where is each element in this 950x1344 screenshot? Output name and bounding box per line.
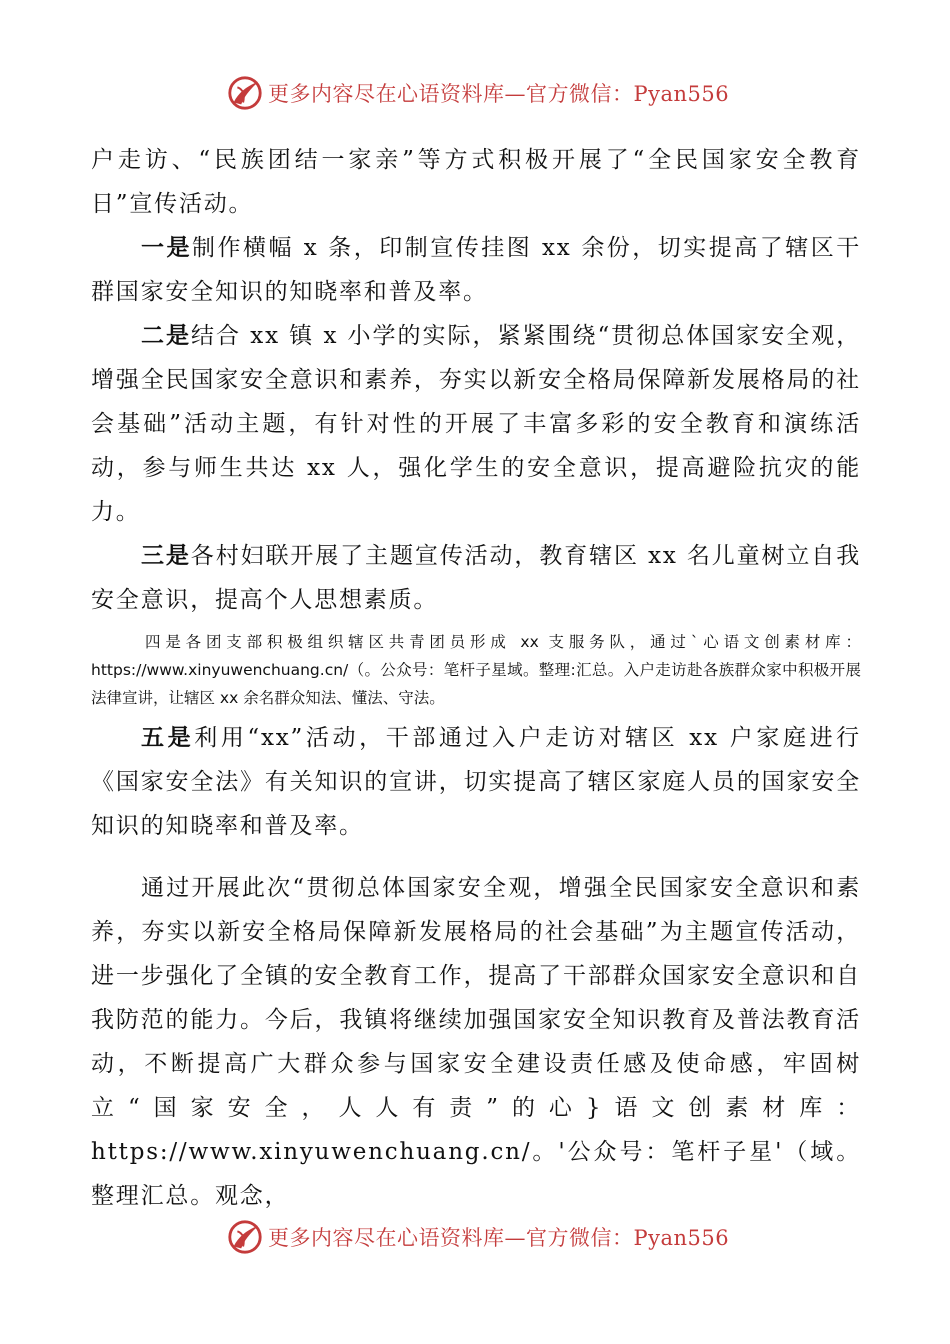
paragraph-3-lead: 三是 [141, 542, 191, 569]
paragraph-3 [91, 534, 861, 622]
paragraph-2-text: 结合 xx 镇 x 小学的实际，紧紧围绕“贯彻总体国家安全观，增强全民国家安全意识和素养，夯实以新安全格局保障新发展格局的社会基础”活动主题，有针对性的开展了丰富多彩的安全教育和演练活动，参与师生共达 xx 人，强化学生的安全意识，提高避险抗灾的能力。 [91, 323, 861, 525]
paragraph-1 [91, 226, 861, 314]
paragraph-5-text: 利用“xx”活动，干部通过入户走访对辖区 xx 户家庭进行《国家安全法》有关知识的宣讲，切实提高了辖区家庭人员的国家安全知识的知晓率和普及率。 [91, 725, 861, 839]
body-text [91, 138, 861, 1218]
paragraph-5-lead: 五是 [141, 724, 195, 751]
logo-icon [226, 74, 264, 112]
banner-separator: — [504, 1226, 526, 1250]
logo-icon [226, 1218, 264, 1256]
paragraph-3-text: 各村妇联开展了主题宣传活动，教育辖区 xx 名儿童树立自我安全意识，提高个人思想素质。 [91, 543, 861, 613]
paragraph-1-lead: 一是 [141, 234, 192, 261]
paragraph-2 [91, 314, 861, 534]
paragraph-0: 户走访、“民族团结一家亲”等方式积极开展了“全民国家安全教育日”宣传活动。 [91, 147, 861, 217]
banner-separator: — [504, 82, 526, 106]
banner-text [268, 78, 729, 108]
banner-title: 更多内容尽在心语资料库 [268, 1226, 505, 1250]
banner-contact: 官方微信：Pyan556 [526, 1226, 730, 1250]
banner-contact: 官方微信：Pyan556 [526, 82, 730, 106]
paragraph-5 [91, 716, 861, 848]
paragraph-4: 四是各团支部积极组织辖区共青团员形成 xx 支服务队，通过`心语文创素材库：https://www.xinyuwenchuang.cn/（。公众号：笔杆子星域。整理:汇总。入户走访赴各族群众家中积极开展法律宣讲，让辖区 xx 余名群众知法、懂法、守法。 [91, 633, 861, 707]
banner-title: 更多内容尽在心语资料库 [268, 82, 505, 106]
footer-banner [0, 1212, 950, 1262]
banner-text [268, 1222, 729, 1252]
paragraph-1-text: 制作横幅 x 条，印制宣传挂图 xx 余份，切实提高了辖区干群国家安全知识的知晓率和普及率。 [91, 235, 861, 305]
header-banner [0, 68, 950, 118]
paragraph-2-lead: 二是 [141, 322, 191, 349]
paragraph-6: 通过开展此次“贯彻总体国家安全观，增强全民国家安全意识和素养，夯实以新安全格局保障新发展格局的社会基础”为主题宣传活动，进一步强化了全镇的安全教育工作，提高了干部群众国家安全意识和自我防范的能力。今后，我镇将继续加强国家安全知识教育及普法教育活动，不断提高广大群众参与国家安全建设责任感及使命感，牢固树立“国家安全，人人有责”的心}语文创素材库：https://www.xinyuwenchuang.cn/。'公众号：笔杆子星'（域。整理汇总。观念， [91, 875, 861, 1209]
